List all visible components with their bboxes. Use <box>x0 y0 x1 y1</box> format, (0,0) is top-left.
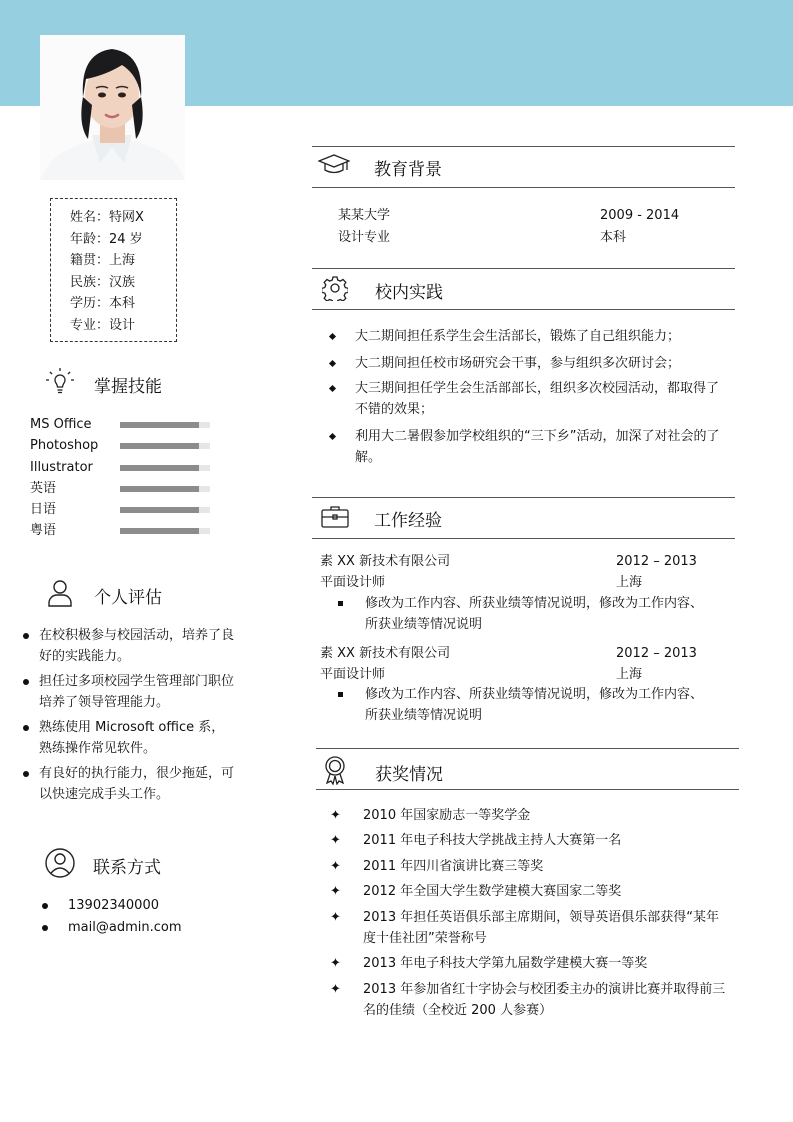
graduation-cap-icon <box>318 152 350 182</box>
divider <box>316 748 739 749</box>
profile-photo <box>40 35 185 180</box>
skill-bar-fill <box>120 486 199 492</box>
practice-header <box>322 275 443 305</box>
award-item <box>330 805 730 826</box>
work-location: 上海 <box>616 575 643 590</box>
star-icon: ✦ <box>330 859 341 874</box>
award-item <box>330 907 730 949</box>
awards-title: 获奖情况 <box>375 764 443 785</box>
evaluation-item: 有良好的执行能力，很少拖延，可以快速完成手头工作。 <box>20 763 235 805</box>
award-text: 2011 年电子科技大学挑战主持人大赛第一名 <box>363 833 622 848</box>
education-school: 某某大学 <box>338 208 391 223</box>
lightbulb-icon <box>44 366 76 402</box>
work-title: 工作经验 <box>374 510 442 531</box>
star-icon: ✦ <box>330 808 341 823</box>
work-period: 2012 – 2013 <box>616 646 697 661</box>
skill-bar-fill <box>120 443 199 449</box>
star-icon: ✦ <box>330 956 341 971</box>
star-icon: ✦ <box>330 833 341 848</box>
work-position: 平面设计师 <box>320 667 386 682</box>
skill-name: 粤语 <box>30 523 57 538</box>
practice-item: 利用大二暑假参加学校组织的“三下乡”活动，加深了对社会的了解。 <box>330 426 720 468</box>
skill-bar-fill <box>120 422 199 428</box>
evaluation-header <box>46 578 162 612</box>
award-text: 2013 年参加省红十字协会与校团委主办的演讲比赛并取得前三名的佳绩（全校近 200 人参赛） <box>363 982 726 1018</box>
education-title: 教育背景 <box>374 159 442 180</box>
skill-row <box>30 457 220 478</box>
user-circle-icon <box>44 847 76 883</box>
skill-row <box>30 499 220 520</box>
info-name: 姓名：特网X <box>70 210 144 225</box>
contact-title: 联系方式 <box>93 857 161 878</box>
award-item <box>330 830 730 851</box>
skill-bar <box>120 528 210 534</box>
awards-header <box>322 755 443 789</box>
work-company: 素 XX 新技术有限公司 <box>320 646 451 661</box>
work-position: 平面设计师 <box>320 575 386 590</box>
skills-title: 掌握技能 <box>94 376 162 397</box>
work-period: 2012 – 2013 <box>616 554 697 569</box>
practice-item: 大三期间担任学生会生活部部长，组织多次校园活动，都取得了不错的效果； <box>330 378 720 420</box>
contact-phone: 13902340000 <box>40 895 159 916</box>
skill-bar-fill <box>120 528 199 534</box>
award-text: 2010 年国家励志一等奖学金 <box>363 808 531 823</box>
skill-bar-fill <box>120 465 199 471</box>
work-location: 上海 <box>616 667 643 682</box>
award-item <box>330 881 730 902</box>
divider <box>316 789 739 790</box>
skill-bar-fill <box>120 507 199 513</box>
divider <box>312 187 735 188</box>
evaluation-list <box>20 625 235 809</box>
skill-name: Illustrator <box>30 460 93 475</box>
work-header <box>320 503 442 533</box>
award-text: 2013 年担任英语俱乐部主席期间，领导英语俱乐部获得“某年度十佳社团”荣誉称号 <box>363 910 719 946</box>
award-item <box>330 953 730 974</box>
skill-bar <box>120 422 210 428</box>
divider <box>312 497 735 498</box>
info-ethnicity: 民族：汉族 <box>70 274 136 290</box>
work-description: 修改为工作内容、所获业绩等情况说明，修改为工作内容、所获业绩等情况说明 <box>338 685 713 726</box>
skill-name: Photoshop <box>30 438 99 453</box>
divider <box>312 538 735 539</box>
award-text: 2012 年全国大学生数学建模大赛国家二等奖 <box>363 884 622 899</box>
practice-title: 校内实践 <box>375 282 443 303</box>
contact-header <box>44 847 161 883</box>
briefcase-icon <box>320 503 350 533</box>
star-icon: ✦ <box>330 982 341 997</box>
skill-row <box>30 478 220 499</box>
education-header <box>318 152 442 182</box>
info-education: 学历：本科 <box>70 296 136 311</box>
skill-row <box>30 520 220 541</box>
personal-info-box <box>50 198 177 342</box>
divider <box>312 268 735 269</box>
person-icon <box>46 578 74 612</box>
education-period: 2009 - 2014 <box>600 208 680 223</box>
skill-name: 日语 <box>30 502 57 517</box>
contact-email: mail@admin.com <box>40 917 181 938</box>
divider <box>312 146 735 147</box>
star-icon: ✦ <box>330 910 341 925</box>
skill-name: MS Office <box>30 417 92 432</box>
practice-item: 大二期间担任校市场研究会干事，参与组织多次研讨会； <box>330 353 720 374</box>
work-company: 素 XX 新技术有限公司 <box>320 554 451 569</box>
medal-icon <box>322 755 348 789</box>
gear-icon <box>322 275 348 305</box>
skill-row <box>30 435 220 456</box>
evaluation-title: 个人评估 <box>94 587 162 608</box>
skill-bar <box>120 465 210 471</box>
award-text: 2013 年电子科技大学第九届数学建模大赛一等奖 <box>363 956 648 971</box>
divider <box>312 309 735 310</box>
info-major: 专业：设计 <box>70 317 136 333</box>
skill-name: 英语 <box>30 481 57 496</box>
evaluation-item: 熟练使用 Microsoft office 系，熟练操作常见软件。 <box>20 717 235 759</box>
skill-bar <box>120 486 210 492</box>
info-hometown: 籍贯：上海 <box>70 253 136 268</box>
skill-bar <box>120 443 210 449</box>
practice-item: 大二期间担任系学生会生活部长，锻炼了自己组织能力； <box>330 326 720 347</box>
award-item <box>330 856 730 877</box>
education-degree: 本科 <box>600 230 627 245</box>
star-icon: ✦ <box>330 884 341 899</box>
evaluation-item: 在校积极参与校园活动，培养了良好的实践能力。 <box>20 625 235 667</box>
award-item <box>330 979 730 1021</box>
skill-bar <box>120 507 210 513</box>
work-description: 修改为工作内容、所获业绩等情况说明，修改为工作内容、所获业绩等情况说明 <box>338 594 713 635</box>
education-major: 设计专业 <box>338 230 391 245</box>
info-age: 年龄：24 岁 <box>70 231 143 247</box>
skill-row <box>30 414 220 435</box>
evaluation-item: 担任过多项校园学生管理部门职位培养了领导管理能力。 <box>20 671 235 713</box>
skills-header <box>44 366 162 402</box>
award-text: 2011 年四川省演讲比赛三等奖 <box>363 859 544 874</box>
